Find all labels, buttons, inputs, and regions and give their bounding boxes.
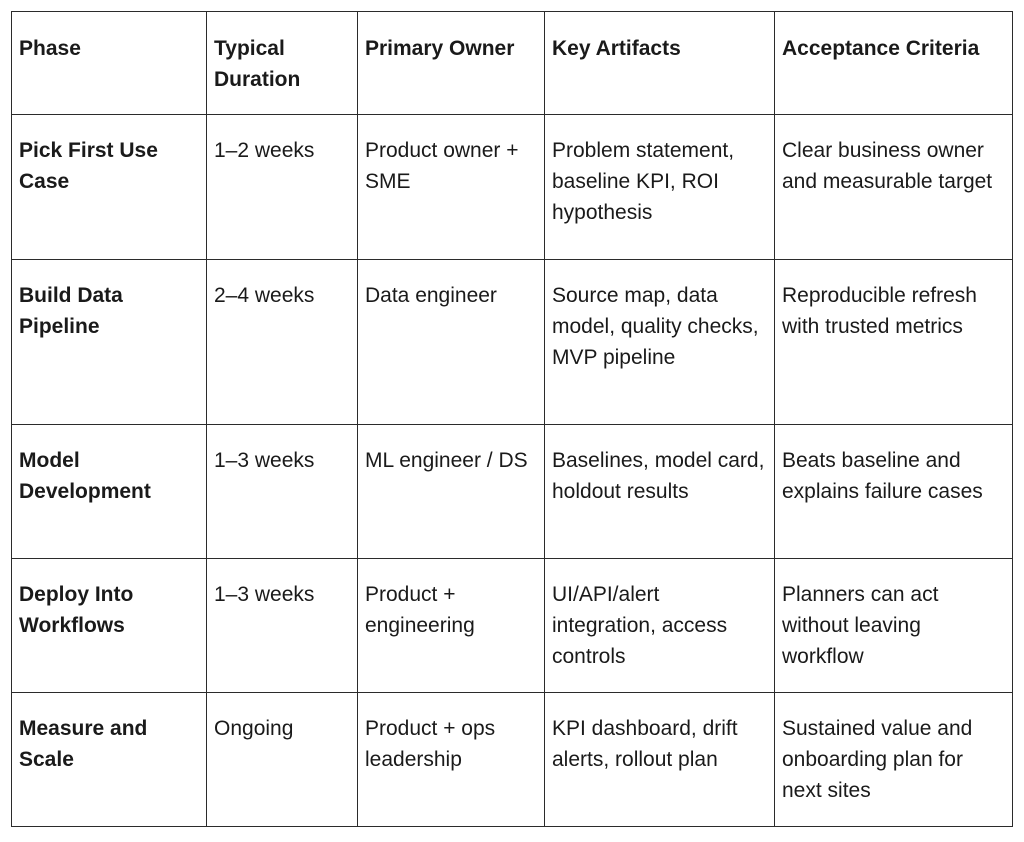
phase-table	[11, 11, 1013, 827]
cell-criteria: Clear business owner and measurable target	[775, 115, 1013, 260]
cell-owner: Data engineer	[358, 260, 545, 425]
table-row	[12, 115, 1013, 260]
table-row	[12, 693, 1013, 827]
header-key-artifacts: Key Artifacts	[545, 12, 775, 115]
cell-owner: ML engineer / DS	[358, 425, 545, 559]
header-phase: Phase	[12, 12, 207, 115]
cell-artifacts: KPI dashboard, drift alerts, rollout plan	[545, 693, 775, 827]
header-typical-duration: Typical Duration	[207, 12, 358, 115]
cell-owner: Product owner + SME	[358, 115, 545, 260]
cell-duration: 1–2 weeks	[207, 115, 358, 260]
header-primary-owner: Primary Owner	[358, 12, 545, 115]
cell-criteria: Beats baseline and explains failure cases	[775, 425, 1013, 559]
cell-artifacts: Source map, data model, quality checks, MVP pipeline	[545, 260, 775, 425]
cell-criteria: Planners can act without leaving workflow	[775, 559, 1013, 693]
cell-phase: Pick First Use Case	[12, 115, 207, 260]
table-row	[12, 425, 1013, 559]
cell-owner: Product + ops leadership	[358, 693, 545, 827]
cell-phase: Build Data Pipeline	[12, 260, 207, 425]
header-acceptance-criteria: Acceptance Criteria	[775, 12, 1013, 115]
cell-artifacts: Problem statement, baseline KPI, ROI hypothesis	[545, 115, 775, 260]
cell-artifacts: UI/API/alert integration, access controls	[545, 559, 775, 693]
cell-criteria: Sustained value and onboarding plan for next sites	[775, 693, 1013, 827]
cell-artifacts: Baselines, model card, holdout results	[545, 425, 775, 559]
cell-phase: Deploy Into Workflows	[12, 559, 207, 693]
cell-duration: Ongoing	[207, 693, 358, 827]
cell-criteria: Reproducible refresh with trusted metrics	[775, 260, 1013, 425]
phase-table-container	[11, 11, 1012, 827]
table-row	[12, 559, 1013, 693]
cell-phase: Measure and Scale	[12, 693, 207, 827]
cell-duration: 2–4 weeks	[207, 260, 358, 425]
table-header-row	[12, 12, 1013, 115]
cell-phase: Model Development	[12, 425, 207, 559]
cell-duration: 1–3 weeks	[207, 425, 358, 559]
cell-owner: Product + engineering	[358, 559, 545, 693]
cell-duration: 1–3 weeks	[207, 559, 358, 693]
table-row	[12, 260, 1013, 425]
